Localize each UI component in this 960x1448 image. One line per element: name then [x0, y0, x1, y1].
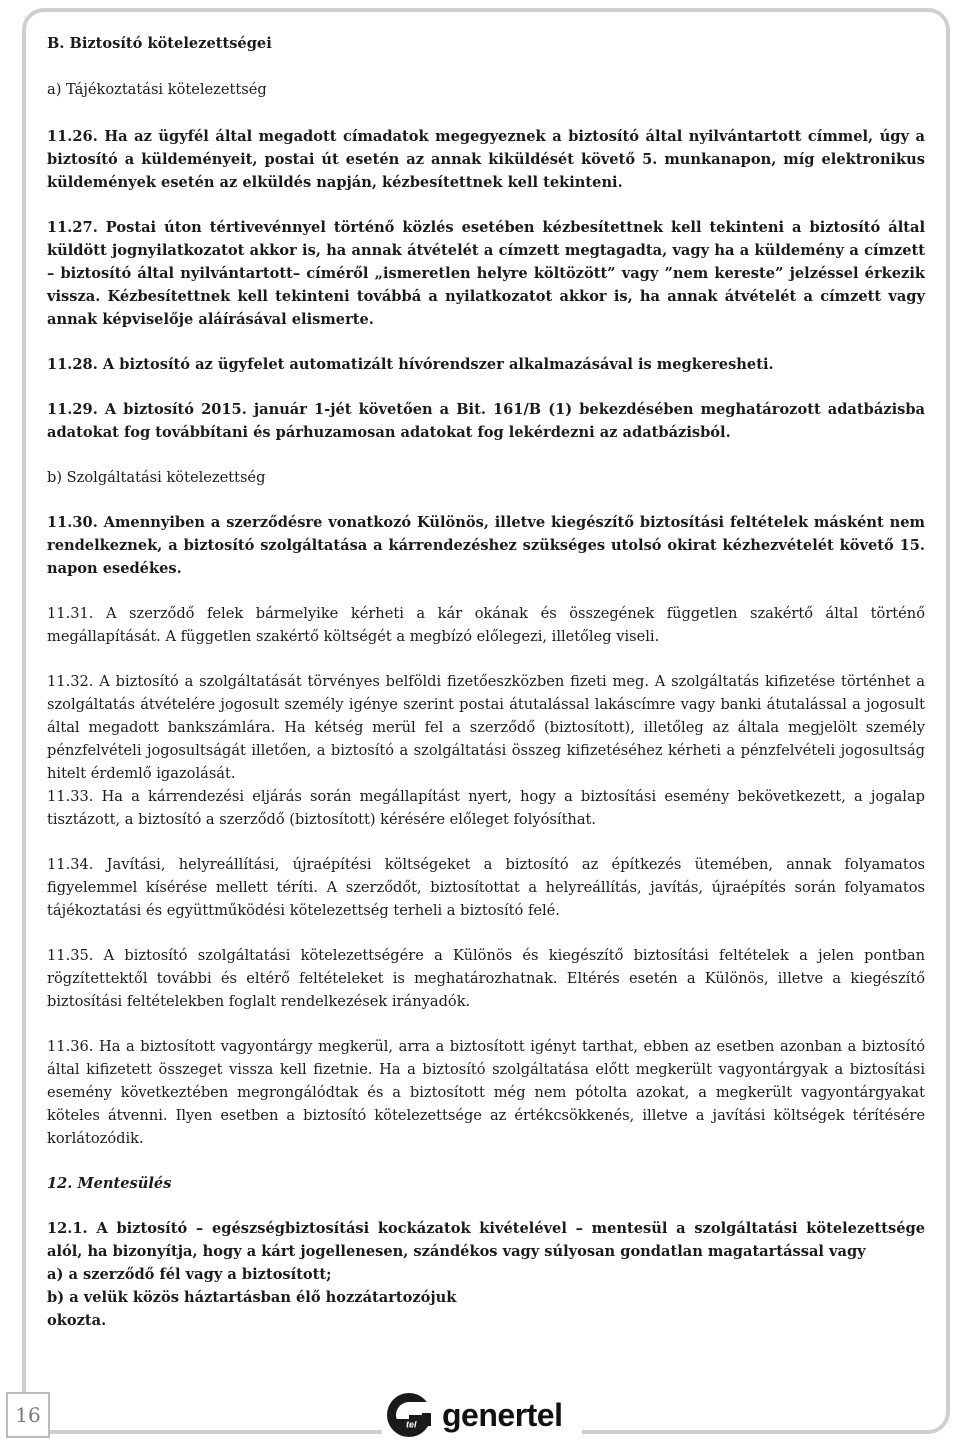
- paragraph-12-1-b: b) a velük közös háztartásban élő hozzátartozójuk: [47, 1289, 457, 1306]
- paragraph-12-1-end: okozta.: [47, 1312, 107, 1329]
- document-body: [47, 32, 925, 1332]
- genertel-logo: [382, 1388, 582, 1442]
- paragraph-11-33: 11.33. Ha a kárrendezési eljárás során megállapítást nyert, hogy a biztosítási esemény bekövetkezett, a jogalap tisztázott, a biztosító a szerződő (biztosított) kérésére előleget folyósíthat.: [47, 788, 925, 828]
- paragraph-11-32: 11.32. A biztosító a szolgáltatását törvényes belföldi fizetőeszközben fizeti meg. A szolgáltatás kifizetése történhet a szolgáltatás átvételére jogosult személy igénye szerint postai átutalással lakáscímre vagy banki átutalással a jogosult által megadott bankszámlára. Ha kétség merül fel a szerződő (biztosított), illetőleg az általa megjelölt személy pénzfelvételi jogosultságát illetően, a biztosító a szolgáltatási összeg kifizetéséhez kérheti a pénzfelvételi jogosultság hitelt érdemlő igazolását.: [47, 673, 925, 782]
- logo-sub-text: tel: [406, 1419, 417, 1430]
- paragraph-11-35: 11.35. A biztosító szolgáltatási kötelezettségére a Különös és kiegészítő biztosítási feltételek a jelen pontban rögzítettektől további és eltérő feltételeket is meghatározhatnak. Eltérés esetén a Különös, illetve a kiegészítő biztosítási feltételekben foglalt rendelkezések irányadók.: [47, 947, 925, 1010]
- paragraph-11-26: 11.26. Ha az ügyfél által megadott címadatok megegyeznek a biztosító által nyilvántartott címmel, úgy a biztosító a küldeményeit, postai út esetén az annak kiküldését követő 5. munkanapon, míg elektronikus küldemények esetén az elküldés napján, kézbesítettnek kell tekinteni.: [47, 128, 925, 191]
- paragraph-11-34: 11.34. Javítási, helyreállítási, újraépítési költségeket a biztosító az építkezés ütemében, annak folyamatos figyelemmel kísérése mellett téríti. A szerződőt, biztosítottat a helyreállítás, javítás, újraépítés során folyamatos tájékoztatási és együttműködési kötelezettség terheli a biztosító felé.: [47, 856, 925, 919]
- genertel-g-mark-icon: [382, 1389, 440, 1441]
- paragraph-11-27: 11.27. Postai úton tértivevénnyel történő közlés esetében kézbesítettnek kell tekinteni a biztosító által küldött jognyilatkozatot akkor is, ha annak átvételét a címzett megtagadta, vagy ha a küldemény a címzett – biztosító által nyilvántartott– címéről „ismeretlen helyre költözött” vagy ”nem kereste” jelzéssel érkezik vissza. Kézbesítettnek kell tekinteni továbbá a nyilatkozatot akkor is, ha annak átvételét a címzett vagy annak képviselője aláírásával elismerte.: [47, 219, 925, 328]
- page-number: 16: [6, 1392, 50, 1438]
- subsection-a-heading: a) Tájékoztatási kötelezettség: [47, 81, 267, 98]
- paragraph-12-1: 12.1. A biztosító – egészségbiztosítási kockázatok kivételével – mentesül a szolgáltatási kötelezettsége alól, ha bizonyítja, hogy a kárt jogellenesen, szándékos vagy súlyosan gondatlan magatartással vagy: [47, 1220, 925, 1260]
- paragraph-11-31: 11.31. A szerződő felek bármelyike kérheti a kár okának és összegének független szakértő által történő megállapítását. A független szakértő költségét a megbízó előlegezi, illetőleg viseli.: [47, 605, 925, 645]
- paragraph-12-1-a: a) a szerződő fél vagy a biztosított;: [47, 1266, 332, 1283]
- brand-name: genertel: [442, 1396, 563, 1433]
- section-b-heading: B. Biztosító kötelezettségei: [47, 35, 272, 52]
- paragraph-11-28: 11.28. A biztosító az ügyfelet automatizált hívórendszer alkalmazásával is megkeresheti.: [47, 356, 774, 373]
- section-12-heading: 12. Mentesülés: [47, 1175, 172, 1192]
- paragraph-11-29: 11.29. A biztosító 2015. január 1-jét követően a Bit. 161/B (1) bekezdésében meghatározott adatbázisba adatokat fog továbbítani és párhuzamosan adatokat fog lekérdezni az adatbázisból.: [47, 401, 925, 441]
- paragraph-11-30: 11.30. Amennyiben a szerződésre vonatkozó Különös, illetve kiegészítő biztosítási feltételek másként nem rendelkeznek, a biztosító szolgáltatása a kárrendezéshez szükséges utolsó okirat kézhezvételét követő 15. napon esedékes.: [47, 514, 925, 577]
- paragraph-11-36: 11.36. Ha a biztosított vagyontárgy megkerül, arra a biztosított igényt tarthat, ebben az esetben azonban a biztosító által kifizetett összeget vissza kell fizetnie. Ha a biztosító szolgáltatása előtt megkerült vagyontárgyak a biztosítási esemény következtében megrongálódtak és a biztosított még nem pótolta azokat, a megkerült vagyontárgyakat köteles átvenni. Ilyen esetben a biztosító kötelezettsége az értékcsökkenés, illetve a javítási költségek térítésére korlátozódik.: [47, 1038, 925, 1147]
- subsection-b-heading: b) Szolgáltatási kötelezettség: [47, 469, 266, 486]
